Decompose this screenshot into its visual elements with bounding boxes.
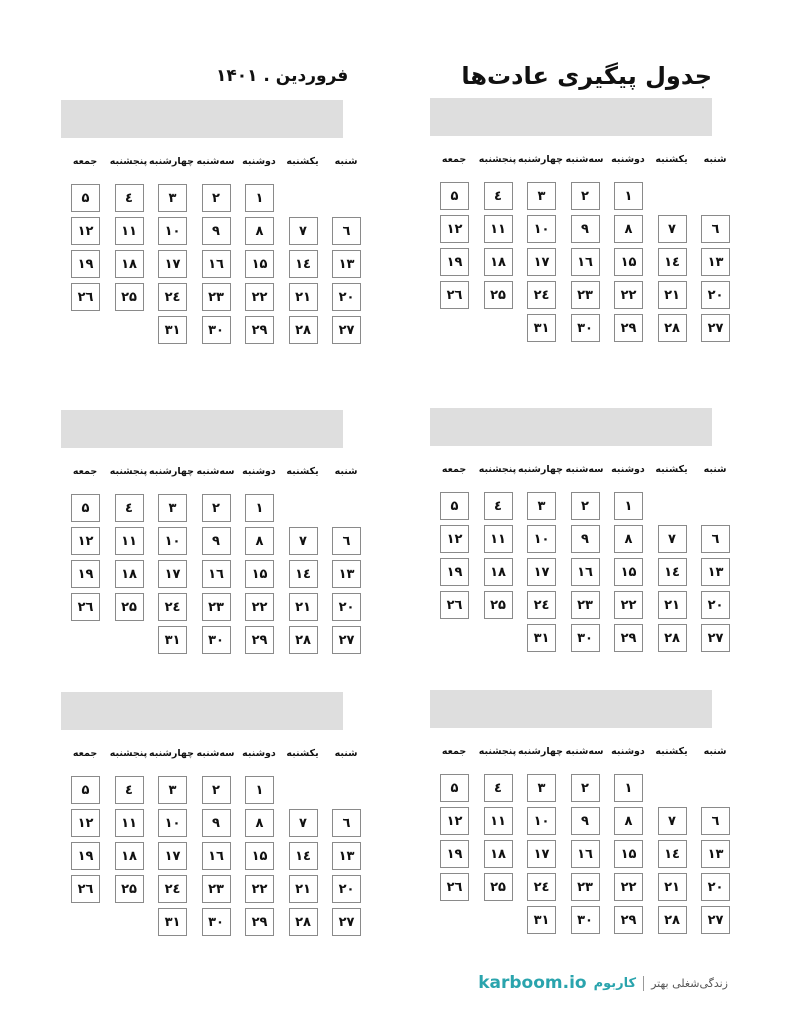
day-cell[interactable]: ۱۳: [701, 248, 730, 276]
day-cell[interactable]: ۳: [158, 776, 187, 804]
day-cell[interactable]: ۲: [571, 492, 600, 520]
day-cell[interactable]: ٦: [701, 215, 730, 243]
day-cell[interactable]: ۲۹: [614, 906, 643, 934]
day-cell[interactable]: ۱۸: [115, 842, 144, 870]
weekday-header: دوشنبه: [242, 466, 276, 477]
day-cell[interactable]: ۲۲: [245, 283, 274, 311]
day-cell[interactable]: ۳۱: [158, 316, 187, 344]
day-cell[interactable]: ۱۷: [158, 250, 187, 278]
weekday-header: شنبه: [703, 746, 727, 757]
day-cell[interactable]: ۱٤: [658, 840, 687, 868]
weekday-header: شنبه: [703, 154, 727, 165]
weekday-header: یکشنبه: [655, 154, 688, 165]
day-cell[interactable]: ۹: [571, 807, 600, 835]
weekday-header: پنجشنبه: [478, 154, 517, 165]
weekday-header: یکشنبه: [286, 156, 319, 167]
day-cell[interactable]: ۲۱: [658, 873, 687, 901]
day-cell[interactable]: ۱۲: [440, 525, 469, 553]
day-cell[interactable]: ۲۵: [484, 591, 513, 619]
day-cell[interactable]: ۱: [245, 494, 274, 522]
day-cell[interactable]: ۳۰: [202, 626, 231, 654]
day-cell[interactable]: ۲۸: [658, 314, 687, 342]
month-label: فروردین . ۱۴۰۱: [216, 66, 349, 86]
day-cell[interactable]: ۲۷: [701, 906, 730, 934]
day-cell[interactable]: ۱۲: [71, 217, 100, 245]
day-cell[interactable]: ۲۵: [484, 281, 513, 309]
day-cell[interactable]: ۵: [71, 494, 100, 522]
weekday-header: دوشنبه: [611, 464, 645, 475]
day-cell[interactable]: ٤: [115, 494, 144, 522]
brand-name: کاربوم: [593, 975, 637, 991]
day-cell[interactable]: ۱۱: [484, 215, 513, 243]
day-cell[interactable]: ۷: [289, 527, 318, 555]
day-cell[interactable]: ۳۰: [571, 906, 600, 934]
habit-tracker-1: [430, 98, 730, 348]
day-cell[interactable]: ۲۸: [289, 908, 318, 936]
day-cell[interactable]: ۱: [614, 182, 643, 210]
day-cell[interactable]: ۳: [158, 494, 187, 522]
weekday-header: سه‌شنبه: [196, 748, 235, 759]
brand-logo-text: karboom.io: [478, 973, 587, 993]
weekday-header: پنجشنبه: [478, 746, 517, 757]
day-cell[interactable]: ۱۸: [484, 248, 513, 276]
day-cell[interactable]: ۲۰: [332, 593, 361, 621]
weekday-header: شنبه: [334, 156, 358, 167]
day-cell[interactable]: ۳۰: [571, 314, 600, 342]
day-cell[interactable]: ۱٦: [202, 560, 231, 588]
day-cell[interactable]: ٤: [484, 182, 513, 210]
day-cell[interactable]: ۱۱: [115, 809, 144, 837]
day-cell[interactable]: ۱٤: [658, 248, 687, 276]
day-cell[interactable]: ۲٦: [71, 283, 100, 311]
day-cell[interactable]: ۱۷: [158, 842, 187, 870]
day-cell[interactable]: ۱۷: [527, 840, 556, 868]
day-cell[interactable]: ۱۱: [484, 807, 513, 835]
day-cell[interactable]: ۲٦: [440, 873, 469, 901]
day-cell[interactable]: ۲۱: [289, 875, 318, 903]
weekday-header: سه‌شنبه: [565, 154, 604, 165]
habit-tracker-2: [61, 100, 361, 350]
day-cell[interactable]: ۱۵: [614, 248, 643, 276]
day-cell[interactable]: ۲۵: [115, 875, 144, 903]
day-cell[interactable]: ۲۱: [658, 591, 687, 619]
day-cell[interactable]: ۲۱: [289, 283, 318, 311]
weekday-header: دوشنبه: [242, 748, 276, 759]
day-cell[interactable]: ۲: [571, 774, 600, 802]
habit-name-field[interactable]: [430, 98, 712, 136]
day-cell[interactable]: ۱٤: [289, 250, 318, 278]
weekday-header: چهارشنبه: [148, 156, 194, 167]
day-cell[interactable]: ۲٦: [71, 593, 100, 621]
brand-tagline: زندگی‌شغلی بهتر: [651, 976, 728, 990]
day-cell[interactable]: ۹: [571, 215, 600, 243]
day-cell[interactable]: ٦: [332, 809, 361, 837]
day-cell[interactable]: ۳۱: [527, 314, 556, 342]
day-cell[interactable]: ۲٤: [527, 873, 556, 901]
day-cell[interactable]: ٤: [115, 184, 144, 212]
day-cell[interactable]: ۸: [614, 807, 643, 835]
day-cell[interactable]: ۲۲: [614, 873, 643, 901]
day-cell[interactable]: ۲۳: [202, 875, 231, 903]
weekday-header: جمعه: [72, 748, 98, 759]
day-cell[interactable]: ۲۹: [614, 314, 643, 342]
day-cell[interactable]: ۱۱: [484, 525, 513, 553]
habit-name-field[interactable]: [61, 100, 343, 138]
day-cell[interactable]: ۱۳: [701, 558, 730, 586]
day-cell[interactable]: ۳۱: [158, 908, 187, 936]
day-cell[interactable]: ۲۲: [614, 591, 643, 619]
day-cell[interactable]: ۱۵: [245, 842, 274, 870]
day-cell[interactable]: ۷: [658, 807, 687, 835]
weekday-header: یکشنبه: [286, 748, 319, 759]
day-cell[interactable]: ۱: [614, 774, 643, 802]
weekday-header: سه‌شنبه: [565, 464, 604, 475]
day-cell[interactable]: ۲۰: [701, 873, 730, 901]
day-cell[interactable]: ۱: [245, 184, 274, 212]
day-cell[interactable]: ۱۸: [484, 840, 513, 868]
day-cell[interactable]: ۱٤: [658, 558, 687, 586]
day-cell[interactable]: ۱۳: [332, 842, 361, 870]
day-cell[interactable]: ۱٤: [289, 842, 318, 870]
weekday-header: جمعه: [441, 464, 467, 475]
day-cell[interactable]: ۲: [202, 776, 231, 804]
day-cell[interactable]: ۲٤: [158, 875, 187, 903]
day-cell[interactable]: ۱۰: [527, 807, 556, 835]
day-cell[interactable]: ۱۸: [115, 250, 144, 278]
day-cell[interactable]: ۲٤: [527, 281, 556, 309]
habit-name-field[interactable]: [61, 692, 343, 730]
day-cell[interactable]: ۱٦: [571, 840, 600, 868]
weekday-header: شنبه: [334, 466, 358, 477]
day-cell[interactable]: ۱۹: [71, 560, 100, 588]
day-cell[interactable]: ٦: [701, 807, 730, 835]
day-cell[interactable]: ۲۳: [571, 281, 600, 309]
brand-divider: [643, 976, 644, 991]
day-cell[interactable]: ۲٤: [158, 283, 187, 311]
day-cell[interactable]: ۱۰: [527, 215, 556, 243]
day-cell[interactable]: ۳۱: [527, 906, 556, 934]
day-cell[interactable]: ۲۰: [701, 591, 730, 619]
day-cell[interactable]: ۱٦: [202, 842, 231, 870]
day-cell[interactable]: ۲۳: [202, 283, 231, 311]
day-cell[interactable]: ٤: [484, 492, 513, 520]
day-cell[interactable]: ۳: [527, 774, 556, 802]
weekday-header: چهارشنبه: [148, 748, 194, 759]
habit-name-field[interactable]: [61, 410, 343, 448]
day-cell[interactable]: ۱۹: [440, 248, 469, 276]
day-cell[interactable]: ۲۸: [658, 624, 687, 652]
day-cell[interactable]: ۱۲: [71, 527, 100, 555]
day-cell[interactable]: ۱۰: [158, 217, 187, 245]
day-cell[interactable]: ۱٦: [571, 248, 600, 276]
day-cell[interactable]: ۱۳: [332, 560, 361, 588]
day-cell[interactable]: ۵: [440, 774, 469, 802]
page-title: جدول پیگیری عادت‌ها: [461, 62, 712, 90]
weekday-header: جمعه: [72, 466, 98, 477]
day-cell[interactable]: ۵: [71, 184, 100, 212]
day-cell[interactable]: ۲۸: [658, 906, 687, 934]
day-cell[interactable]: ۱۹: [440, 558, 469, 586]
day-cell[interactable]: ۱۹: [71, 842, 100, 870]
day-cell[interactable]: ۲۲: [614, 281, 643, 309]
day-cell[interactable]: ۲۹: [245, 316, 274, 344]
day-cell[interactable]: ۳: [527, 492, 556, 520]
day-cell[interactable]: ۸: [245, 809, 274, 837]
day-cell[interactable]: ٦: [332, 527, 361, 555]
weekday-header: پنجشنبه: [109, 156, 148, 167]
weekday-header: سه‌شنبه: [196, 466, 235, 477]
habit-name-field[interactable]: [430, 408, 712, 446]
day-cell[interactable]: ۸: [614, 215, 643, 243]
day-cell[interactable]: ۲۸: [289, 626, 318, 654]
day-cell[interactable]: ۲۹: [614, 624, 643, 652]
weekday-header: یکشنبه: [655, 464, 688, 475]
day-cell[interactable]: ۲۰: [332, 875, 361, 903]
weekday-header: جمعه: [441, 746, 467, 757]
brand-footer: [478, 971, 728, 995]
habit-tracker-6: [61, 692, 361, 942]
weekday-header: دوشنبه: [242, 156, 276, 167]
day-cell[interactable]: ۳۱: [527, 624, 556, 652]
day-cell[interactable]: ۲۱: [658, 281, 687, 309]
day-cell[interactable]: ۷: [289, 217, 318, 245]
weekday-header: چهارشنبه: [148, 466, 194, 477]
weekday-header: چهارشنبه: [517, 154, 563, 165]
day-cell[interactable]: ۱۰: [158, 527, 187, 555]
day-cell[interactable]: ۱٦: [571, 558, 600, 586]
day-cell[interactable]: ۱۵: [245, 250, 274, 278]
day-cell[interactable]: ۲۰: [332, 283, 361, 311]
day-cell[interactable]: ۱۷: [527, 558, 556, 586]
day-cell[interactable]: ۳: [527, 182, 556, 210]
day-cell[interactable]: ۱۷: [158, 560, 187, 588]
weekday-header: یکشنبه: [286, 466, 319, 477]
day-cell[interactable]: ۷: [658, 215, 687, 243]
day-cell[interactable]: ۲۵: [115, 283, 144, 311]
day-cell[interactable]: ۲۵: [484, 873, 513, 901]
day-cell[interactable]: ۱۵: [245, 560, 274, 588]
day-cell[interactable]: ٦: [332, 217, 361, 245]
day-cell[interactable]: ۱۵: [614, 840, 643, 868]
day-cell[interactable]: ۱۲: [440, 807, 469, 835]
day-cell[interactable]: ٦: [701, 525, 730, 553]
day-cell[interactable]: ۲۰: [701, 281, 730, 309]
day-cell[interactable]: ٤: [484, 774, 513, 802]
day-cell[interactable]: ۲۷: [701, 314, 730, 342]
day-cell[interactable]: ۱۸: [484, 558, 513, 586]
day-cell[interactable]: ۲۷: [332, 908, 361, 936]
day-cell[interactable]: ۵: [440, 182, 469, 210]
day-cell[interactable]: ۲: [571, 182, 600, 210]
day-cell[interactable]: ۲۳: [571, 873, 600, 901]
day-cell[interactable]: ۲۲: [245, 875, 274, 903]
day-cell[interactable]: ۲۱: [289, 593, 318, 621]
day-cell[interactable]: ۳۰: [202, 908, 231, 936]
weekday-header: یکشنبه: [655, 746, 688, 757]
weekday-header: پنجشنبه: [109, 466, 148, 477]
day-cell[interactable]: ۲۳: [202, 593, 231, 621]
habit-tracker-5: [430, 690, 730, 940]
day-cell[interactable]: ۲۹: [245, 908, 274, 936]
weekday-header: جمعه: [72, 156, 98, 167]
weekday-header: چهارشنبه: [517, 746, 563, 757]
day-cell[interactable]: ۸: [245, 527, 274, 555]
day-cell[interactable]: ۸: [614, 525, 643, 553]
day-cell[interactable]: ۲۸: [289, 316, 318, 344]
day-cell[interactable]: ۱۷: [527, 248, 556, 276]
weekday-header: سه‌شنبه: [565, 746, 604, 757]
habit-tracker-4: [61, 410, 361, 660]
day-cell[interactable]: ۱۹: [440, 840, 469, 868]
day-cell[interactable]: ۹: [202, 527, 231, 555]
day-cell[interactable]: ۵: [71, 776, 100, 804]
habit-name-field[interactable]: [430, 690, 712, 728]
day-cell[interactable]: ۹: [202, 217, 231, 245]
weekday-header: چهارشنبه: [517, 464, 563, 475]
day-cell[interactable]: ۱۳: [701, 840, 730, 868]
day-cell[interactable]: ۵: [440, 492, 469, 520]
day-cell[interactable]: ۱۱: [115, 527, 144, 555]
weekday-header: شنبه: [703, 464, 727, 475]
day-cell[interactable]: ۱۰: [527, 525, 556, 553]
weekday-header: سه‌شنبه: [196, 156, 235, 167]
day-cell[interactable]: ۹: [202, 809, 231, 837]
day-cell[interactable]: ۱۱: [115, 217, 144, 245]
day-cell[interactable]: ۱۸: [115, 560, 144, 588]
day-cell[interactable]: ۸: [245, 217, 274, 245]
day-cell[interactable]: ۹: [571, 525, 600, 553]
day-cell[interactable]: ۱۵: [614, 558, 643, 586]
day-cell[interactable]: ۲۳: [571, 591, 600, 619]
day-cell[interactable]: ۲۷: [332, 626, 361, 654]
day-cell[interactable]: ۲۷: [332, 316, 361, 344]
day-cell[interactable]: ۳۱: [158, 626, 187, 654]
day-cell[interactable]: ۲٤: [158, 593, 187, 621]
day-cell[interactable]: ۲۷: [701, 624, 730, 652]
day-cell[interactable]: ۱: [245, 776, 274, 804]
weekday-header: شنبه: [334, 748, 358, 759]
day-cell[interactable]: ۲۲: [245, 593, 274, 621]
day-cell[interactable]: ۱: [614, 492, 643, 520]
day-cell[interactable]: ۲٦: [440, 281, 469, 309]
day-cell[interactable]: ۷: [289, 809, 318, 837]
day-cell[interactable]: ٤: [115, 776, 144, 804]
day-cell[interactable]: ۱۲: [71, 809, 100, 837]
weekday-header: دوشنبه: [611, 746, 645, 757]
habit-tracker-3: [430, 408, 730, 658]
day-cell[interactable]: ۱۳: [332, 250, 361, 278]
day-cell[interactable]: ۳: [158, 184, 187, 212]
day-cell[interactable]: ۲٦: [71, 875, 100, 903]
day-cell[interactable]: ۱٦: [202, 250, 231, 278]
day-cell[interactable]: ۲: [202, 184, 231, 212]
day-cell[interactable]: ۷: [658, 525, 687, 553]
weekday-header: پنجشنبه: [478, 464, 517, 475]
day-cell[interactable]: ۲٦: [440, 591, 469, 619]
day-cell[interactable]: ۱۲: [440, 215, 469, 243]
weekday-header: دوشنبه: [611, 154, 645, 165]
day-cell[interactable]: ۳۰: [202, 316, 231, 344]
day-cell[interactable]: ۱۰: [158, 809, 187, 837]
day-cell[interactable]: ۱۹: [71, 250, 100, 278]
day-cell[interactable]: ۱٤: [289, 560, 318, 588]
day-cell[interactable]: ۲٤: [527, 591, 556, 619]
day-cell[interactable]: ۳۰: [571, 624, 600, 652]
day-cell[interactable]: ۲: [202, 494, 231, 522]
day-cell[interactable]: ۲۹: [245, 626, 274, 654]
weekday-header: جمعه: [441, 154, 467, 165]
day-cell[interactable]: ۲۵: [115, 593, 144, 621]
weekday-header: پنجشنبه: [109, 748, 148, 759]
